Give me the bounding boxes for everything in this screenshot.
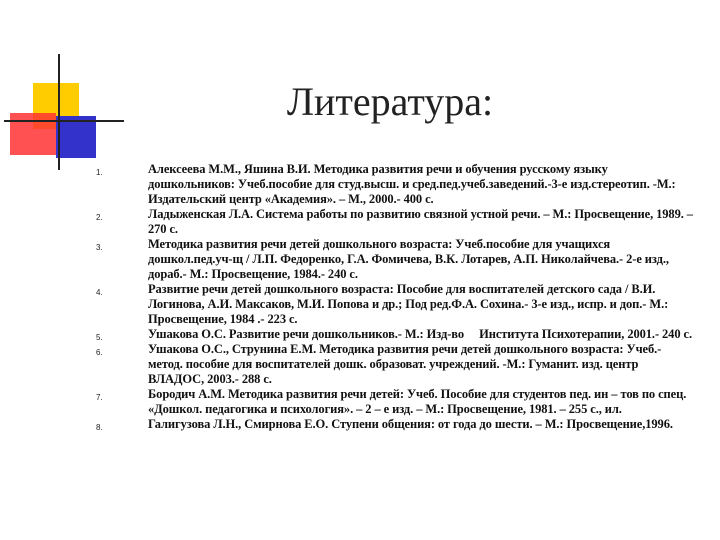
item-number: 8. [96,423,103,432]
list-item [0,342,720,387]
item-number: 7. [96,393,103,402]
slide-title: Литература: [286,79,494,124]
item-text: Ушакова О.С., Струнина Е.М. Методика развития речи детей дошкольного возраста: Учеб.- метод. пособие для воспитателей дошк. образоват. учреждений. -М.: Гуманит. изд. центр ВЛАДОС, 2003.- 288 с. [148,342,662,386]
item-text: Ушакова О.С. Развитие речи дошкольников.- М.: Изд-во Института Психотерапии, 2001.- 240 с. [148,327,692,341]
item-text: Методика развития речи детей дошкольного возраста: Учеб.пособие для учащихся дошкол.пед.уч-щ / Л.П. Федоренко, Г.А. Фомичева, В.К. Лотарев, А.П. Николайчева.- 2-е изд., дораб.- М.: Просвещение, 1984.- 240 с. [148,237,669,281]
item-number: 1. [96,168,103,177]
item-text: Галигузова Л.Н., Смирнова Е.О. Ступени общения: от года до шести. – М.: Просвещение,1996. [148,417,673,431]
item-number: 4. [96,288,103,297]
item-number: 5. [96,333,103,342]
list-item [0,282,720,327]
item-text: Развитие речи детей дошкольного возраста: Пособие для воспитателей детского сада / В.И. Логинова, А.И. Максаков, М.И. Попова и др.; Под ред.Ф.А. Сохина.- 3-е изд., испр. и доп.- М.: Просвещение, 1984 .- 223 с. [148,282,669,326]
item-text: Бородич А.М. Методика развития речи детей: Учеб. Пособие для студентов пед. ин – тов по спец. «Дошкол. педагогика и психология». – 2 – е изд. – М.: Просвещение, 1981. – 255 с., ил. [148,387,687,416]
list-item [0,162,720,207]
list-item [0,387,720,417]
list-item [0,237,720,282]
item-number: 3. [96,243,103,252]
list-item [0,207,720,237]
list-item [0,327,720,342]
item-number: 2. [96,213,103,222]
item-text: Алексеева М.М., Яшина В.И. Методика развития речи и обучения русскому языку дошкольников: Учеб.пособие для студ.высш. и сред.пед.учеб.заведений.-3-е изд.стереотип. -М.: Издательский центр «Академия». – М., 2000.- 400 с. [148,162,676,206]
reference-list [0,162,720,432]
list-item [0,417,720,432]
item-number: 6. [96,348,103,357]
item-text: Ладыженская Л.А. Система работы по развитию связной устной речи. – М.: Просвещение, 1989. – 270 с. [148,207,693,236]
